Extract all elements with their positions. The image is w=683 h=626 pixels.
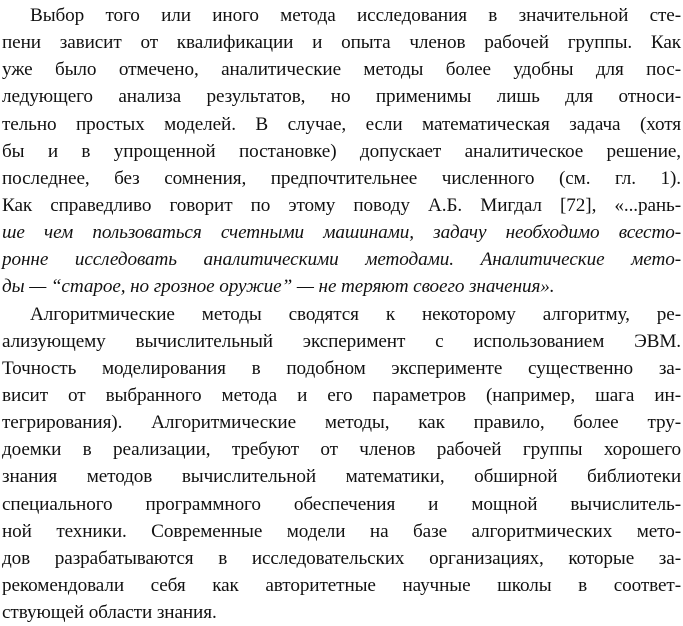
text-line: рекомендовали себя как авторитетные научные школы в соответ-	[2, 574, 681, 596]
text-line: бы и в упрощенной постановке) допускает аналитическое решение,	[2, 140, 681, 162]
text-line: висит от выбранного метода и его параметров (например, шага ин-	[2, 384, 681, 406]
page-body	[2, 2, 681, 626]
quote-line: ронне исследовать аналитическими методами. Аналитические мето-	[2, 249, 681, 271]
text-line: тельно простых моделей. В случае, если математическая задача (хотя	[2, 113, 681, 135]
text-line: ной техники. Современные модели на базе алгоритмических мето-	[2, 520, 681, 542]
text-line: Точность моделирования в подобном эксперименте существенно за-	[2, 357, 681, 379]
text-line: знания методов вычислительной математики, обширной библиотеки	[2, 466, 681, 488]
quote-line: ды — “старое, но грозное оружие” — не теряют своего значения».	[2, 276, 555, 298]
text-line: ализующему вычислительный эксперимент с использованием ЭВМ.	[2, 330, 681, 352]
paragraph-2	[2, 301, 681, 626]
quote-line: ше чем пользоваться счетными машинами, задачу необходимо всесто-	[2, 222, 681, 244]
text-line: Как справедливо говорит по этому поводу А.Б. Мигдал [72], «...рань-	[2, 194, 681, 216]
text-line: тегрирования). Алгоритмические методы, как правило, более тру-	[2, 412, 681, 434]
text-line: пени зависит от квалификации и опыта членов рабочей группы. Как	[2, 32, 681, 54]
text-line: специального программного обеспечения и мощной вычислитель-	[2, 493, 681, 515]
paragraph-1	[2, 2, 681, 301]
text-line: ствующей области знания.	[2, 602, 217, 624]
text-line: уже было отмечено, аналитические методы более удобны для пос-	[2, 59, 681, 81]
text-line: дов разрабатываются в исследовательских организациях, которые за-	[2, 547, 681, 569]
text-line: Выбор того или иного метода исследования в значительной сте-	[30, 5, 681, 26]
text-line: доемки в реализации, требуют от членов рабочей группы хорошего	[2, 439, 681, 461]
text-line: ледующего анализа результатов, но применимы лишь для относи-	[2, 86, 681, 108]
text-line: Алгоритмические методы сводятся к некоторому алгоритму, ре-	[30, 303, 681, 325]
text-line: последнее, без сомнения, предпочтительнее численного (см. гл. 1).	[2, 167, 681, 189]
